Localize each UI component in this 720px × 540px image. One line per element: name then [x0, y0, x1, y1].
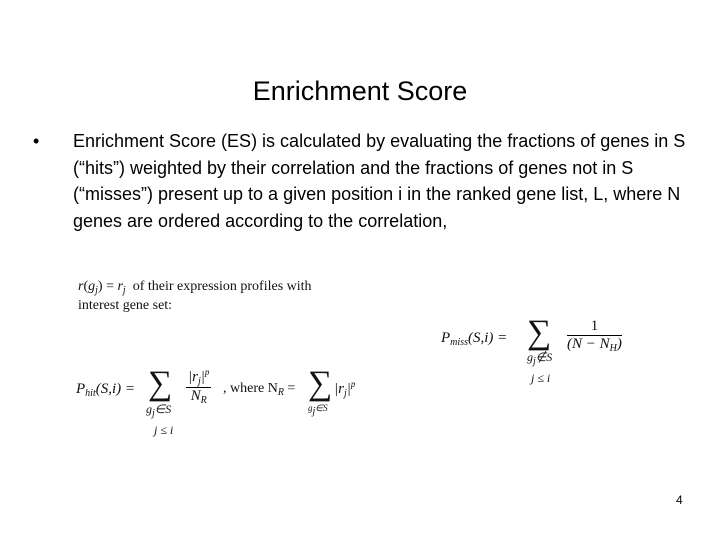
sum-symbol: ∑: [148, 365, 173, 402]
formula-p-hit: $P_{hit}(S,i)$ = ∑ $g_j\in S$ j ≤ i $\frac{|r_j|^p}{N_R}$ , where $N_R$ = ∑ gj∈S $|r_j|^p$: [76, 365, 356, 437]
sum-limit: j ≤ i: [154, 423, 174, 437]
sum-symbol: ∑: [527, 314, 552, 351]
abs-r: $|r_j|^p$: [334, 379, 356, 399]
page-number: 4: [676, 493, 683, 507]
sum-symbol-2: ∑: [308, 365, 333, 402]
formula-p-miss: $P_{miss}(S,i)$ = ∑ $g_j\notin S$ j ≤ i $\frac{1}{(N - N_H)}$: [441, 314, 622, 385]
sum-condition: $g_j\in S$: [146, 402, 172, 419]
fraction: $\frac{|r_j|^p}{N_R}$: [188, 367, 210, 406]
where-clause: , where $N_R$ =: [223, 381, 296, 398]
snippet-line-1-text: of their expression profiles with: [132, 279, 312, 294]
snippet-line-2: interest gene set:: [78, 298, 173, 313]
sum-condition-2: gj∈S: [308, 403, 328, 417]
sum-condition: $g_j\notin S$: [527, 350, 553, 367]
bullet-text: Enrichment Score (ES) is calculated by evaluating the fractions of genes in S (“hits”) weighted by their correlation and the fractions of genes not in S (“misses”) present up to a given position i in the ranked gene list, L, where N genes are ordered according to the correlation,: [73, 131, 686, 231]
bullet-marker: •: [33, 131, 40, 151]
sum-limit: j ≤ i: [531, 371, 551, 385]
fraction: $\frac{1}{(N - N_H)}$: [567, 318, 622, 354]
slide-title: Enrichment Score: [252, 76, 468, 106]
snippet-line-1: $r(g_j) = r_j$ of their expression profiles with: [78, 279, 312, 296]
